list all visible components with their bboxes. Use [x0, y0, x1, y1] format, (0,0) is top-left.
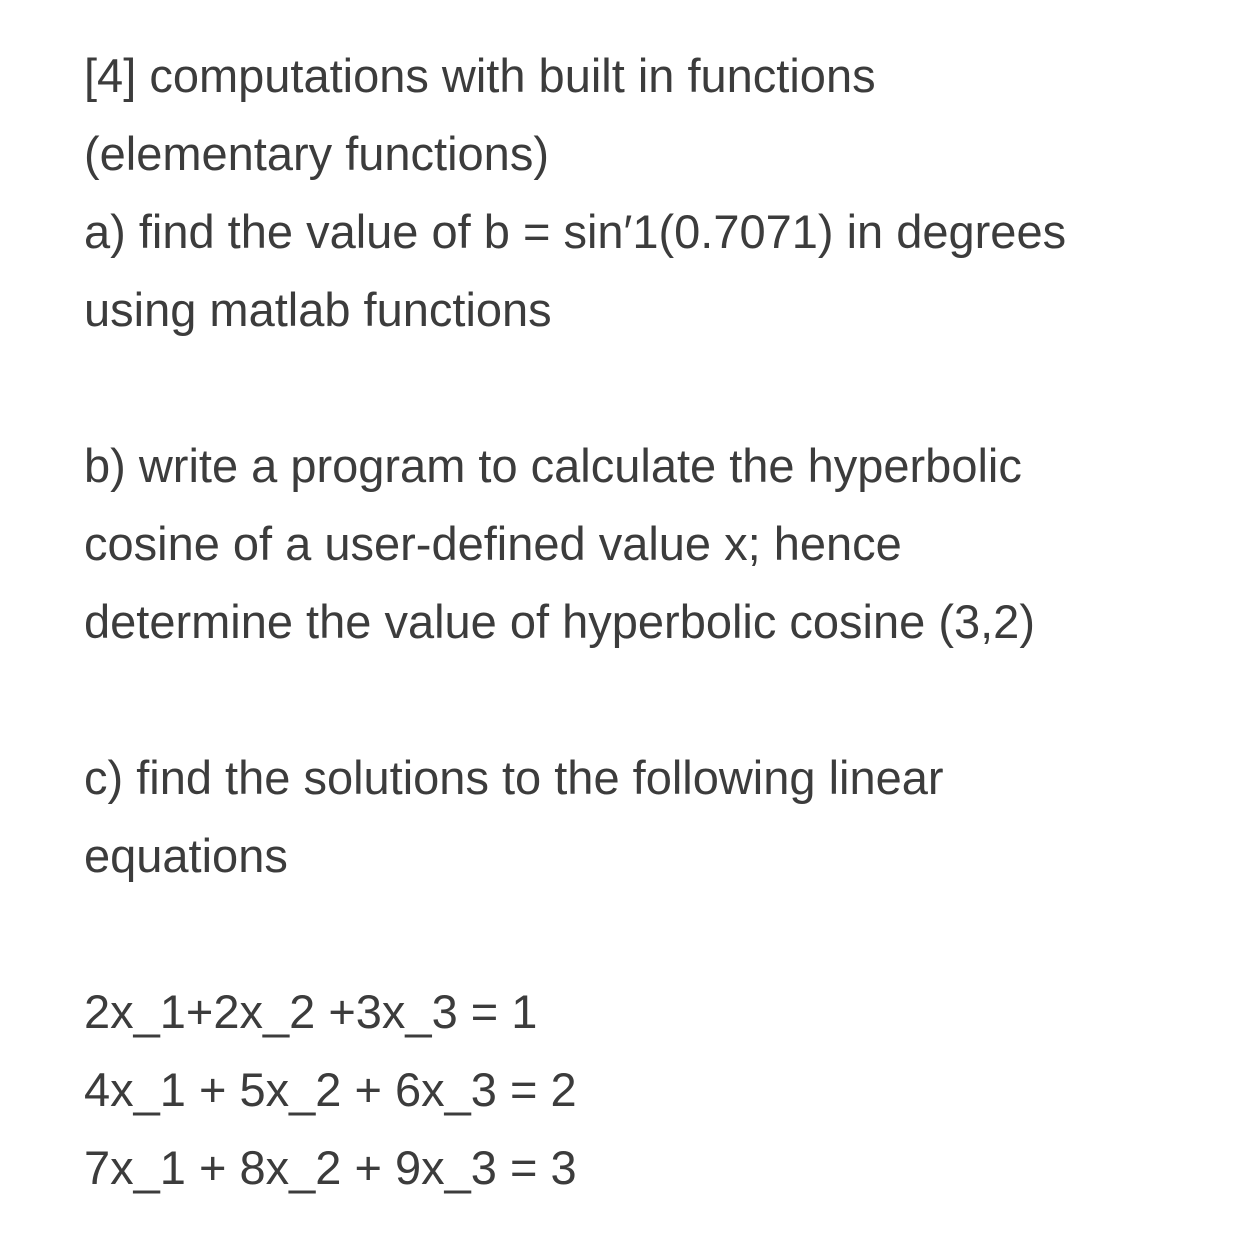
- part-b-line-1: b) write a program to calculate the hyperbolic: [84, 439, 1022, 492]
- part-a-line-1: a) find the value of b = sin′1(0.7071) in degrees: [84, 205, 1067, 258]
- part-a-line-2: using matlab functions: [84, 283, 552, 336]
- part-b-line-3: determine the value of hyperbolic cosine (3,2): [84, 595, 1035, 648]
- part-b-line-2: cosine of a user-defined value x; hence: [84, 517, 902, 570]
- equation-3: 7x_1 + 8x_2 + 9x_3 = 3: [84, 1141, 577, 1194]
- equation-1: 2x_1+2x_2 +3x_3 = 1: [84, 985, 538, 1038]
- heading-line-2: (elementary functions): [84, 127, 549, 180]
- part-c-line-1: c) find the solutions to the following linear: [84, 751, 944, 804]
- equation-2: 4x_1 + 5x_2 + 6x_3 = 2: [84, 1063, 577, 1116]
- part-c-line-2: equations: [84, 829, 288, 882]
- heading-line-1: [4] computations with built in functions: [84, 49, 876, 102]
